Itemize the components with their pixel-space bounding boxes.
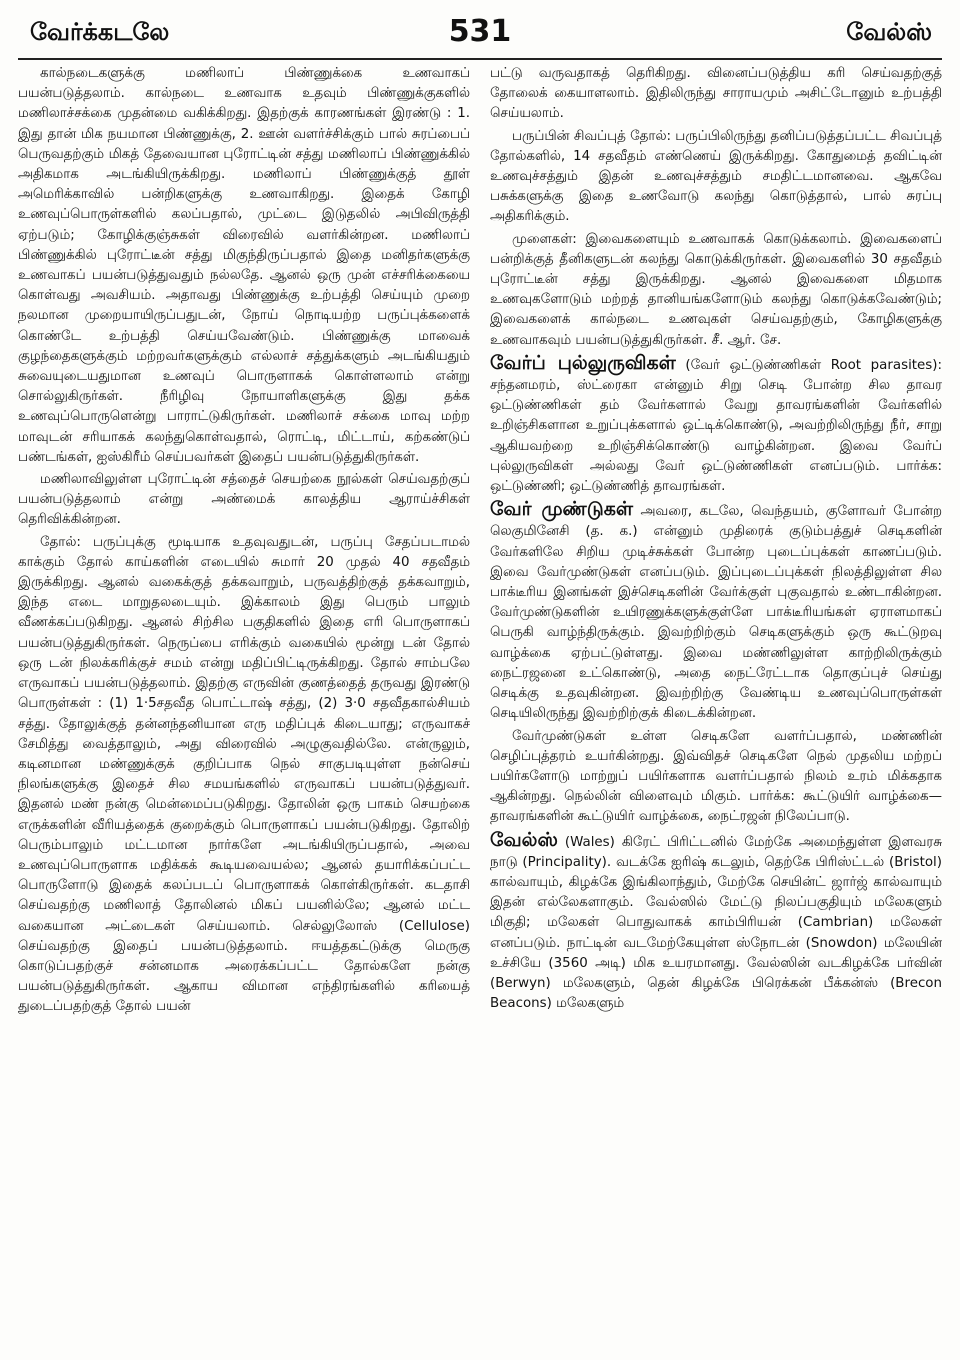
paragraph: கால்நடைகளுக்கு மணிலாப் பிண்ணுக்கை உணவாகப் பயன்படுத்தலாம். கால்நடை உணவாக உதவும் பிண்ணுக்குகளில் மணிலாச்சக்கை முதன்மை வகிக்கிறது. இதற்குக் காரணங்கள் இரண்டு : 1. இது தான் மிக நயமான பிண்ணுக்கு, 2. ஊன் வளர்ச்சிக்கும் பால் சுரப்பைப் பெருவதற்கும் மிகத் தேவையான புரோட்டின் சத்து மணிலாப் பிண்ணுக்கில் அதிகமாக அடங்கியிருக்கிறது. மணிலாப் பிண்ணுக்குத் தூள் அமெரிக்காவில் பன்றிகளுக்கு உணவாகிறது. இதைக் கோழி உணவுப்பொருள்களில் கலப்பதால், முட்டை இடுதலில் அபிவிருத்தி ஏற்படும்; கோழிக்குஞ்சுகள் விரைவில் வளர்கின்றன. மணிலாப் பிண்ணுக்கில் புரோட்டீன் சத்து மிகுந்திருப்பதால் இதை மனிதர்களுக்கு உணவாகப் பயன்படுத்துவதும் நல்லதே. ஆனல் ஒரு முன் எச்சரிக்கையை கொள்வது அவசியம். அதாவது பிண்ணுக்கு உற்பத்தி செய்யும் முறை நலமான முறையாயிருப்பதுடன், நோய் நொடியற்ற பருப்புக்களைக் கொண்டே உற்பத்தி செய்யவேண்டும். பிண்ணுக்கு மாவைக் குழந்தைகளுக்கும் மற்றவர்களுக்கும் எல்லாச் சத்துக்களும் அடங்கியதும் சுவையுடையதுமான உணவுப் பொருளாகக் கொள்ளலாம் என்று சொல்லுகிருர்கள். நீரிழிவு நோயாளிகளுக்கு இது தக்க உணவுப்பொருளென்று பாராட்டுகிருர்கள். மணிலாச் சக்கை மாவு மற்ற மாவுடன் சரியாகக் கலந்துகொள்வதால், ரொட்டி, மிட்டாய், கற்கண்டுப் பண்டங்கள், ஐஸ்கிரீம் செய்பவர்கள் இதைப் பயன்படுத்துகிருர்கள். <box>18 66 470 465</box>
paragraph-text: முளைகள்: இவைகளையும் உணவாகக் கொடுக்கலாம். இவைகளைப் பன்றிக்குத் தீனிகளுடன் கலந்து கொடுக்கிருர்கள். இவைகளில் 30 சதவீதம் புரோட்டீன் சத்து இருக்கிறது. ஆனல் இவைகளை மிதமாக உணவுகளோடும் மற்றத் தானியங்களோடும் கலந்து கொடுக்கவேண்டும்; இவைகளைக் கால்நடை உணவுகள் செய்வதற்கும், கோழிகளுக்கு உணவாகவும் பயன்படுத்துகிருர்கள். <box>490 231 942 348</box>
left-column <box>18 64 470 1350</box>
entry-title: வேர் முண்டுகள் <box>490 498 633 521</box>
page-header <box>18 14 942 60</box>
paragraph: பருப்பின் சிவப்புத் தோல்: பருப்பிலிருந்து தனிப்படுத்தப்பட்ட சிவப்புத் தோல்களில், 14 சதவீதம் எண்ணெய் இருக்கிறது. கோதுமைத் தவிட்டின் உணவுச்சத்தும் இதன் உணவுச்சத்தும் சமதிட்டமானவை. ஆகவே பசுக்களுக்கு இதை உணவோடு கலந்து கொடுத்தால், பால் சுரப்பு அதிகரிக்கும். <box>490 128 942 225</box>
entry-text: (Wales) கிரேட் பிரிட்டனில் மேற்கே அமைந்துள்ள இளவரசு நாடு (Principality). வடக்கே ஐரிஷ் கடலும், தெற்கே பிரிஸ்ட்டல் (Bristol) கால்வாயும், கிழக்கே இங்கிலாந்தும், மேற்கே செயின்ட் ஜார்ஜ் கால்வாயும் இதன் எல்லேகளாகும். வேல்ஸில் மேட்டு நிலப்பகுதியும் மலேகளும் மிகுதி; மலேகள் பொதுவாகக் காம்பிரியன் (Cambrian) மலேகள் எனப்படும். நாட்டின் வடமேற்கேயுள்ள ஸ்நோடன் (Snowdon) மலேயின் உச்சியே (3560 அடி) மிக உயரமானது. வேல்ஸின் வடகிழக்கே பர்வின் (Berwyn) மலேகளும், தென் கிழக்கே பிரெக்கன் பீக்கன்ஸ் (Brecon Beacons) மலேகளும் <box>490 834 942 1012</box>
entry-wales <box>490 830 942 1015</box>
paragraph: பட்டு வருவதாகத் தெரிகிறது. வினைப்படுத்திய கரி செய்வதற்குத் தோலைக் கையாளலாம். இதிலிருந்து சாராயமும் அசிட்டோனும் உற்பத்தி செய்யலாம். <box>490 66 942 122</box>
page-number: 531 <box>448 14 512 49</box>
author-signature: சீ. ஆர். சே. <box>711 332 782 348</box>
entry-text: அவரை, கடலே, வெந்தயம், குளோவர் போன்ற லெகுமினேசி (த. க.) என்னும் முதிரைக் குடும்பத்துச் செடிகளின் வேர்களிலே சிறிய முடிச்சுக்கள் போன்ற புடைப்புக்கள் காணப்படும். இவை வேர்முண்டுகள் எனப்படும். இப்புடைப்புக்கள் நிலத்திலுள்ள சில பாக்டீரிய இனங்கள் இச்செடிகளின் வேர்க்குள் புகுவதால் உண்டாகின்றன. வேர்முண்டுகளின் உயிரணுக்களுக்குள்ளே பாக்டீரியங்கள் ஏராளமாகப் பெருகி வாழ்ந்திருக்கும். இவற்றிற்கும் செடிகளுக்கும் ஒரு கூட்டுறவு வாழ்க்கை ஏற்பட்டுள்ளது. இவை மண்ணிலுள்ள காற்றிலிருக்கும் நைட்ரஜனை உட்கொண்டு, அதை நைட்ரேட்டாக தொகுப்புச் செய்து செடிக்கு உதவுகின்றன. இவற்றிற்கு வேண்டிய உணவுப்பொருள்கள் செடியிலிருந்து இவற்றிற்குக் கிடைக்கின்றன. <box>490 504 942 722</box>
entry-root-parasites <box>490 353 942 497</box>
entry-title: வேல்ஸ் <box>490 828 558 851</box>
entry-text: (வேர் ஒட்டுண்ணிகள் Root parasites): சந்தனமரம், ஸ்ட்ரைகா என்னும் சிறு செடி போன்ற சில தாவர ஒட்டுண்ணிகள் தம் வேர்களால் வேறு தாவரங்களின் வேர்களில் உறிஞ்சிகளான உறுப்புக்களால் ஒட்டிக்கொண்டு, அவற்றிலிருந்து நீர், சாறு ஆகியவற்றை உறிஞ்சிக்கொண்டு வாழ்கின்றன. இவை வேர்ப் புல்லுருவிகள் அல்லது வேர் ஒட்டுண்ணிகள் எனப்படும். பார்க்க: ஒட்டுண்ணி; ஒட்டுண்ணித் தாவரங்கள். <box>490 357 942 495</box>
entry-root-nodules <box>490 499 942 724</box>
paragraph: தோல்: பருப்புக்கு மூடியாக உதவுவதுடன், பருப்பு சேதப்படாமல் காக்கும் தோல் காய்களின் எடையில் சுமார் 20 முதல் 40 சதவீதம் இருக்கிறது. ஆனல் வகைக்குத் தக்கவாறும், பருவத்திற்குத் தக்கவாறும், இந்த எடை மாறுதலடையும். இக்காலம் இது பெரும் பாலும் வீணக்கப்படுகிறது. ஆனல் சிற்சில பகுதிகளில் இதை எரி பொருளாகப் பயன்படுத்துகிருர்கள். நெருப்பை எரிக்கும் வகையில் மூன்று டன் தோல் ஒரு டன் நிலக்கரிக்குச் சமம் என்று மதிப்பிட்டிருக்கிறது. தோல் சாம்பலே எருவாகப் பயன்படுத்தலாம். இதற்கு எருவின் குணத்தைத் தருவது இரண்டு பொருள்கள் : (1) 1·5சதவீத பொட்டாஷ் சத்து, (2) 3·0 சதவீதகால்சியம் சத்து. தோலுக்குத் தன்னந்தனியான எரு மதிப்புக் கிடையாது; எருவாகச் சேமித்து வைத்தாலும், அது விரைவில் அழுகுவதில்லே. என்ருலும், கடினமான மண்ணுக்குக் குறிப்பாக நெல் சாகுபடியுள்ள நன்செய் நிலங்களுக்கு இதைச் சில சமயங்களில் எருவாகப் பயன்படுத்துவர். இதனல் மண் நன்கு மென்மைப்படுகிறது. தோலின் ஒரு பாகம் செயற்கை எருக்களின் வீரியத்தைக் குறைக்கும் பொருளாகப் பயன்படுகிறது. தோலிற் பெரும்பாலும் மட்டமான நார்களே அடங்கியிருப்பதால், அவை உணவுப்பொருளாக மதிக்கக் கூடியவையல்ல; ஆனல் தயாரிக்கப்பட்ட பொருளோடு இதைக் கலப்படப் பொருளாகக் கொள்கிருர்கள். கடதாசி செய்வதற்கு மணிலாத் தோலினல் மிகப் பயனில்லே; ஆனல் மட்ட வகையான அட்டைகள் செய்யலாம். செல்லுலோஸ் (Cellulose) செய்வதற்கு இதைப் பயன்படுத்தலாம். ஈயத்தகட்டுக்கு மெருகு கொடுப்பதற்குச் சன்னமாக அரைக்கப்பட்ட தோல்களே நன்கு பயன்படுத்துகிருர்கள். ஆகாய விமான எந்திரங்களில் கரியைத் துடைப்பதற்குத் தோல் பயன் <box>18 534 470 1015</box>
running-head-right: வேல்ஸ் <box>846 18 932 46</box>
paragraph: மணிலாவிலுள்ள புரோட்டின் சத்தைச் செயற்கை நூல்கள் செய்வதற்குப் பயன்படுத்தலாம் என்று அண்மைக் காலத்திய ஆராய்ச்சிகள் தெரிவிக்கின்றன. <box>18 472 470 528</box>
paragraph <box>490 230 942 351</box>
entry-title: வேர்ப் புல்லுருவிகள் <box>490 351 676 374</box>
running-head-left: வேர்க்கடலே <box>30 18 170 46</box>
right-column <box>490 64 942 1350</box>
paragraph: வேர்முண்டுகள் உள்ள செடிகளே வளர்ப்பதால், மண்ணின் செழிப்புத்தரம் உயர்கின்றது. இவ்விதச் செடிகளே நெல் முதலிய மற்றப் பயிர்களோடு மாற்றுப் பயிர்களாக வளர்ப்பதால் நிலம் உரம் மிக்கதாக ஆகின்றது. நெல்லின் விளைவும் மிகும். பார்க்க: கூட்டுயிர் வாழ்க்கை—தாவரங்களின் கூட்டுயிர் வாழ்க்கை, நைட்ரஜன் நிலேப்பாடு. <box>490 728 942 825</box>
text-columns <box>18 64 942 1350</box>
